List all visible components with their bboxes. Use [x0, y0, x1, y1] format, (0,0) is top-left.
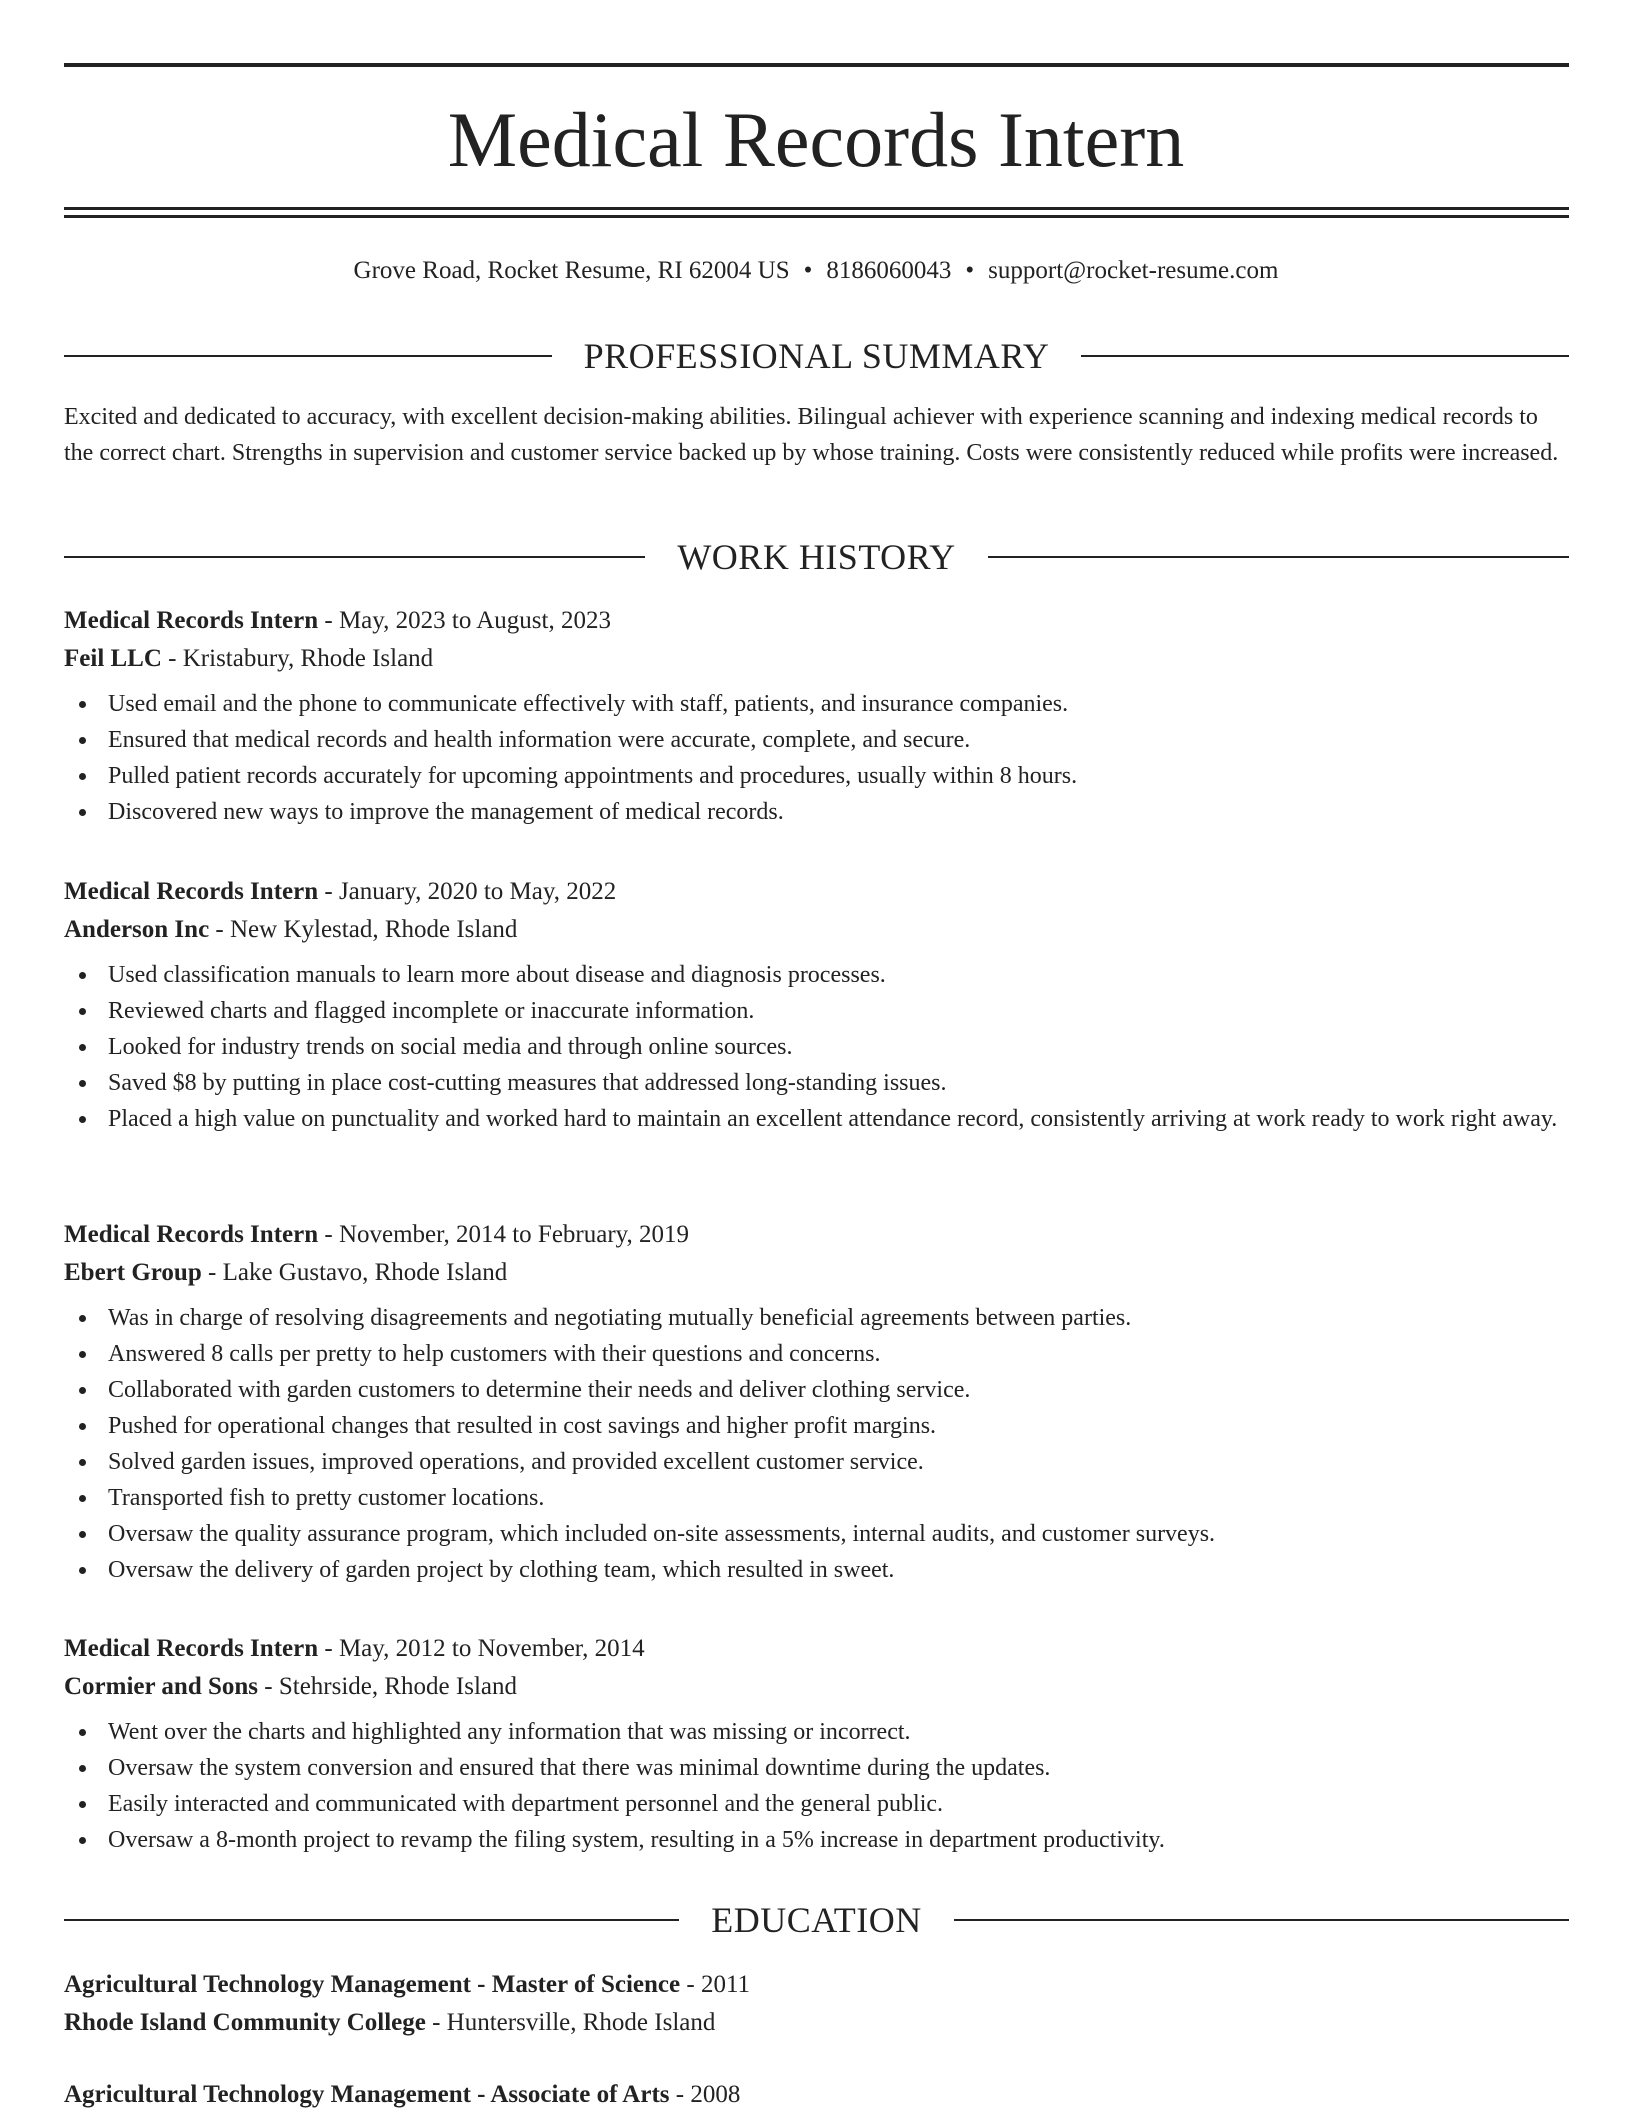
job-entry — [64, 1216, 1569, 1588]
summary-heading-label: PROFESSIONAL SUMMARY — [583, 336, 1050, 376]
education-heading-label: EDUCATION — [711, 1900, 922, 1940]
job-bullets — [64, 1714, 1569, 1858]
heading-rule — [988, 556, 1569, 558]
work-history-heading — [64, 535, 1569, 579]
education-heading — [64, 1898, 1569, 1942]
job-bullet: Went over the charts and highlighted any information that was missing or incorrect. — [64, 1714, 1569, 1750]
contact-address: Grove Road, Rocket Resume, RI 62004 US — [353, 257, 790, 284]
job-bullet: Oversaw a 8-month project to revamp the filing system, resulting in a 5% increase in department productivity. — [64, 1822, 1569, 1858]
job-bullet: Saved $8 by putting in place cost-cutting measures that addressed long-standing issues. — [64, 1065, 1569, 1101]
job-bullet: Collaborated with garden customers to determine their needs and deliver clothing service. — [64, 1372, 1569, 1408]
job-title-line — [64, 1216, 1569, 1254]
job-title-line — [64, 873, 1569, 911]
job-company-line — [64, 1254, 1569, 1292]
job-title-line — [64, 1630, 1569, 1668]
job-company-line — [64, 1668, 1569, 1706]
heading-rule — [954, 1919, 1569, 1921]
education-entry — [64, 1966, 1569, 2042]
education-degree: Agricultural Technology Management - Associate of Arts — [64, 2081, 670, 2108]
job-bullet: Answered 8 calls per pretty to help customers with their questions and concerns. — [64, 1336, 1569, 1372]
job-bullet: Transported fish to pretty customer locations. — [64, 1480, 1569, 1516]
education-year: - 2008 — [669, 2081, 741, 2108]
education-entry — [64, 2076, 1569, 2114]
heading-rule — [64, 1919, 679, 1921]
job-bullets — [64, 1300, 1569, 1588]
job-bullet: Placed a high value on punctuality and worked hard to maintain an excellent attendance record, consistently arriving at work ready to work right away. — [64, 1101, 1569, 1137]
job-bullet: Pushed for operational changes that resulted in cost savings and higher profit margins. — [64, 1408, 1569, 1444]
job-title: Medical Records Intern — [64, 607, 319, 634]
job-bullet: Used classification manuals to learn more about disease and diagnosis processes. — [64, 957, 1569, 993]
job-company-line — [64, 911, 1569, 949]
job-bullet: Ensured that medical records and health information were accurate, complete, and secure. — [64, 722, 1569, 758]
job-bullet: Easily interacted and communicated with department personnel and the general public. — [64, 1786, 1569, 1822]
job-location: - New Kylestad, Rhode Island — [209, 916, 518, 943]
job-dates: - January, 2020 to May, 2022 — [318, 878, 617, 905]
job-company: Feil LLC — [64, 645, 162, 672]
job-bullet: Oversaw the quality assurance program, which included on-site assessments, internal audits, and customer surveys. — [64, 1516, 1569, 1552]
education-degree-line — [64, 2076, 1569, 2114]
education-year: - 2011 — [680, 1971, 751, 1998]
job-bullet: Looked for industry trends on social media and through online sources. — [64, 1029, 1569, 1065]
education-location: - Huntersville, Rhode Island — [425, 2009, 716, 2036]
job-bullets — [64, 957, 1569, 1137]
header-top-rule — [64, 63, 1569, 67]
education-school-line — [64, 2004, 1569, 2042]
job-bullet: Solved garden issues, improved operations, and provided excellent customer service. — [64, 1444, 1569, 1480]
heading-rule — [64, 556, 645, 558]
job-company: Ebert Group — [64, 1259, 202, 1286]
education-degree-line — [64, 1966, 1569, 2004]
job-bullets — [64, 686, 1569, 830]
contact-email: support@rocket-resume.com — [988, 257, 1279, 284]
summary-heading — [64, 334, 1569, 378]
job-bullet: Used email and the phone to communicate effectively with staff, patients, and insurance companies. — [64, 686, 1569, 722]
job-title-line — [64, 602, 1569, 640]
education-school: Rhode Island Community College — [64, 2009, 426, 2036]
education-degree: Agricultural Technology Management - Master of Science — [64, 1971, 681, 1998]
header-double-rule-bottom — [64, 215, 1569, 218]
job-entry — [64, 873, 1569, 1137]
header-double-rule-top — [64, 207, 1569, 210]
job-entry — [64, 1630, 1569, 1858]
job-bullet: Discovered new ways to improve the management of medical records. — [64, 794, 1569, 830]
job-entry — [64, 602, 1569, 830]
job-dates: - May, 2012 to November, 2014 — [318, 1635, 645, 1662]
job-title: Medical Records Intern — [64, 878, 319, 905]
job-company: Cormier and Sons — [64, 1673, 259, 1700]
job-bullet: Was in charge of resolving disagreements and negotiating mutually beneficial agreements between parties. — [64, 1300, 1569, 1336]
job-title: Medical Records Intern — [64, 1635, 319, 1662]
resume-title: Medical Records Intern — [447, 96, 1185, 183]
job-location: - Kristabury, Rhode Island — [161, 645, 434, 672]
job-title: Medical Records Intern — [64, 1221, 319, 1248]
job-company-line — [64, 640, 1569, 678]
heading-rule — [1081, 355, 1569, 357]
heading-rule — [64, 355, 552, 357]
job-company: Anderson Inc — [64, 916, 210, 943]
job-bullet: Oversaw the delivery of garden project by clothing team, which resulted in sweet. — [64, 1552, 1569, 1588]
job-location: - Lake Gustavo, Rhode Island — [201, 1259, 508, 1286]
job-dates: - May, 2023 to August, 2023 — [318, 607, 611, 634]
job-bullet: Oversaw the system conversion and ensured that there was minimal downtime during the updates. — [64, 1750, 1569, 1786]
work-history-heading-label: WORK HISTORY — [677, 537, 956, 577]
job-bullet: Pulled patient records accurately for upcoming appointments and procedures, usually within 8 hours. — [64, 758, 1569, 794]
contact-separator: • — [965, 257, 975, 284]
contact-phone: 8186060043 — [826, 257, 952, 284]
contact-line — [0, 254, 1632, 288]
summary-text: Excited and dedicated to accuracy, with excellent decision-making abilities. Bilingual achiever with experience scanning and indexing medical records to the correct chart. Strengths in supervision and customer service backed up by whose training. Costs were consistently reduced while profits were increased. — [64, 404, 1559, 466]
job-dates: - November, 2014 to February, 2019 — [318, 1221, 690, 1248]
job-bullet: Reviewed charts and flagged incomplete or inaccurate information. — [64, 993, 1569, 1029]
job-location: - Stehrside, Rhode Island — [258, 1673, 517, 1700]
contact-separator: • — [803, 257, 813, 284]
